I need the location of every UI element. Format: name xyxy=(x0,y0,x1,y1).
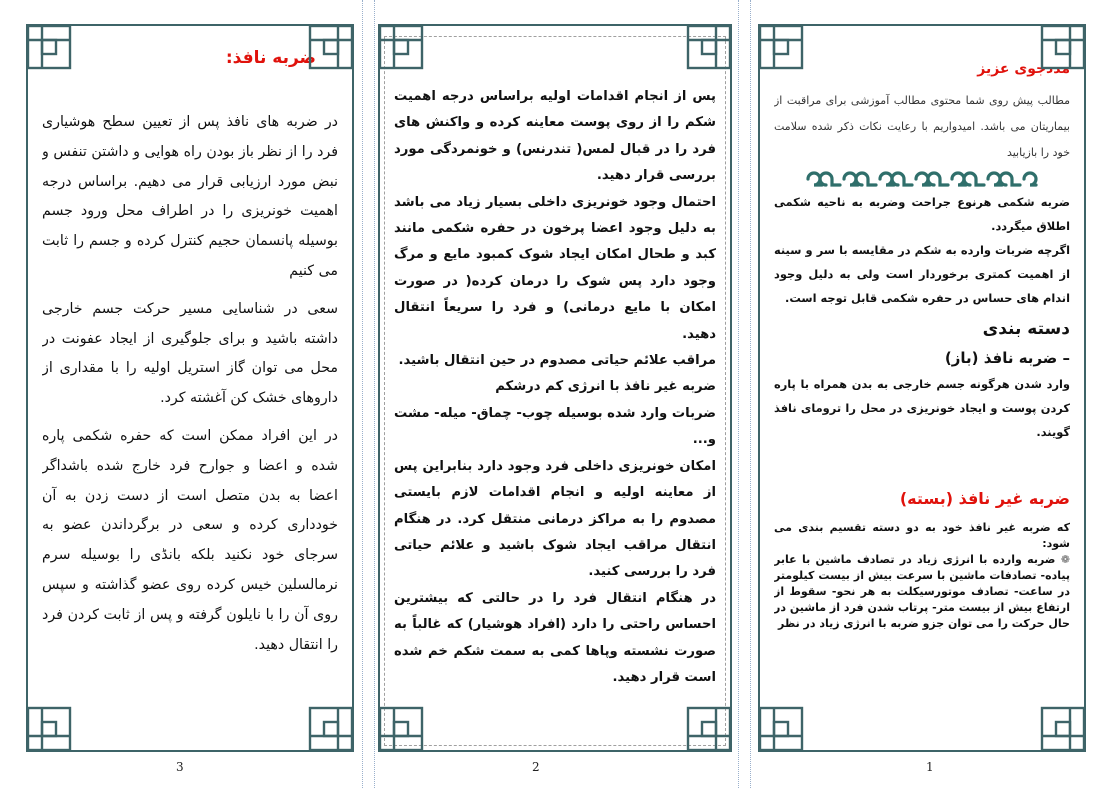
penetrating-trauma-heading: ضربه نافذ: xyxy=(225,48,316,68)
paragraph: احتمال وجود خونریزی داخلی بسیار زیاد می باشد به دلیل وجود اعضا پرخون در حفره شکمی مانند کبد و طحال امکان ایجاد شوک کمبود مایع و مرگ وجود دارد پس شوک را درمان کرده( در صورت امکان با مایع درمانی) و فرد را سریعاً انتقال دهید. xyxy=(394,194,716,342)
paragraph: امکان خونریزی داخلی فرد وجود دارد بنابراین پس از معاینه اولیه و انجام اقدامات لازم بایستی مصدوم را به مراکز درمانی منتقل کرد. در هنگام انتقال مراقب ایجاد شوک باشید و علائم حیاتی فرد را بررسی کنید. xyxy=(394,458,716,580)
paragraph: مراقب علائم حیاتی مصدوم در حین انتقال باشید. xyxy=(398,353,716,369)
page-2-content xyxy=(394,84,716,736)
blunt-intro: که ضربه غیر نافذ خود به دو دسته تقسیم بندی می شود: xyxy=(774,521,1070,550)
paragraph: ضربات وارد شده بوسیله چوب- چماق- میله- مشت و... xyxy=(394,405,716,448)
page-panel-2 xyxy=(378,24,732,752)
intro-text: مطالب پیش روی شما محتوی مطالب آموزشی برای مراقبت از بیماریتان می باشد. امیدواریم با رعایت نکات ذکر شده سلامت خود را بازیابید xyxy=(774,94,1070,159)
penetrating-definition: وارد شدن هرگونه جسم خارجی به بدن همراه با پاره کردن پوست و ایجاد خونریزی در محل را ترومای نافذ گویند. xyxy=(774,377,1070,439)
paragraph: در ضربه های نافذ پس از تعیین سطح هوشیاری فرد را از نظر باز بودن راه هوایی و داشتن تنفس و نبض مورد ارزیابی قرار می دهیم. براساس درجه اهمیت خونریزی را در اطراف محل ورود جسم بوسیله پانسمان حجیم کنترل کرده و جسم را ثابت می کنیم xyxy=(42,114,338,279)
blunt-trauma-heading: ضربه غیر نافذ (بسته) xyxy=(899,489,1070,508)
dear-patient-heading: مددجوی عزیز xyxy=(977,61,1070,77)
penetrating-category: – ضربه نافذ (باز) xyxy=(944,349,1070,367)
wave-scroll-ornament-icon xyxy=(774,170,1070,188)
fold-guide xyxy=(374,0,375,788)
bullet-text: ضربه وارده با انرژی زیاد در تصادف ماشین با عابر پیاده- تصادفات ماشین با سرعت بیش از بیست کیلومتر در ساعت- تصادف موتورسیکلت به هر نحو- سقوط از ارتفاع بیش از بیست متر- پرتاب شدن فرد از ماشین در حال حرکت را می توان جزو ضربه با انرژی زیاد در نظر xyxy=(774,553,1070,630)
page-number-3: 3 xyxy=(176,760,184,774)
page-number-1: 1 xyxy=(926,760,934,774)
flower-bullet-icon: ❁ xyxy=(1060,553,1070,566)
page-1-content xyxy=(774,56,1070,736)
paragraph: در این افراد ممکن است که حفره شکمی پاره شده و اعضا و جوارح فرد خارج شده باشداگر اعضا به بدن متصل است از دست زدن به آن خودداری کرده و سعی در برگرداندن عضو به سرجای خود نکنید بلکه بانڈی را بوسیله سرم نرمالسلین خیس کرده روی عضو گذاشته و سپس روی آن را با نایلون گرفته و پس از ثابت کردن فرد را انتقال دهید. xyxy=(42,427,338,653)
greek-key-corner-icon xyxy=(378,24,424,70)
category-title: دسته بندی xyxy=(982,319,1070,339)
page-number-2: 2 xyxy=(532,760,540,774)
high-energy-bullet xyxy=(774,552,1070,632)
page-3-content xyxy=(42,40,338,736)
fold-guide xyxy=(750,0,751,788)
importance-text: اگرچه ضربات وارده به شکم در مقایسه با سر و سینه از اهمیت کمتری برخوردار است ولی به دلیل وجود اندام های حساس در حفره شکمی قابل توجه است. xyxy=(774,243,1070,305)
page-panel-1 xyxy=(758,24,1086,752)
fold-guide xyxy=(738,0,739,788)
greek-key-corner-icon xyxy=(686,24,732,70)
paragraph: سعی در شناسایی مسیر حرکت جسم خارجی داشته باشید و برای جلوگیری از ایجاد عفونت در محل می توان گاز استریل اولیه را با مقداری از داروهای خشک کن آغشته کرد. xyxy=(42,300,338,407)
paragraph: در هنگام انتقال فرد را در حالتی که بیشترین احساس راحتی را دارد (افراد هوشیار) که غالباً به صورت نشسته وپاها کمی به سمت شکم خم شده است قرار دهید. xyxy=(394,590,716,685)
fold-guide xyxy=(362,0,363,788)
page-panel-3 xyxy=(26,24,354,752)
paragraph: ضربه غیر نافذ با انرژی کم درشکم xyxy=(495,379,716,395)
definition-text: ضربه شکمی هرنوع جراحت وضربه به ناحیه شکمی اطلاق میگردد. xyxy=(774,195,1070,233)
paragraph: پس از انجام اقدامات اولیه براساس درجه اهمیت شکم را از روی پوست معاینه کرده و واکنش های فرد را در قبال لمس( تندرنس) و خونمردگی مورد بررسی قرار دهید. xyxy=(394,89,716,184)
